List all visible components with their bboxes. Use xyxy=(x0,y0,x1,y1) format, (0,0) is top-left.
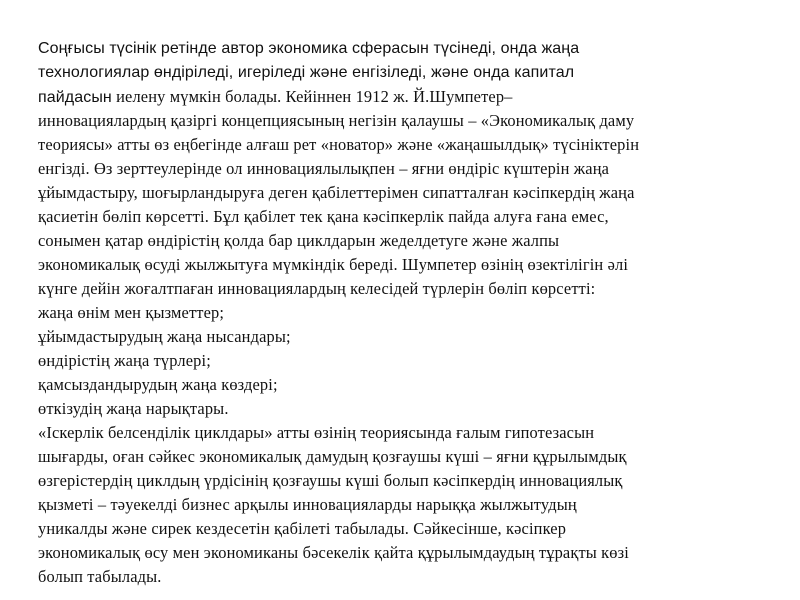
paragraph-line: «Іскерлік белсенділік циклдары» атты өзінің теориясында ғалым гипотезасын xyxy=(38,423,595,442)
paragraph-line: технологиялар өндіріледі, игеріледі және енгізіледі, және онда капитал xyxy=(38,64,575,81)
bullet-text: жаңа өнім мен қызметтер; xyxy=(38,303,225,322)
paragraph-line: қасиетін бөліп көрсетті. Бұл қабілет тек қана кәсіпкерлік пайда алуға ғана емес, xyxy=(38,207,609,226)
paragraph-fragment: иелену мүмкін болады. Кейіннен 1912 ж. Й.Шумпетер– xyxy=(111,87,513,106)
paragraph-line: теориясы» атты өз еңбегінде алғаш рет «новатор» және «жаңашылдық» түсініктерін xyxy=(38,135,640,154)
paragraph-line xyxy=(38,85,770,109)
bullet-item xyxy=(38,373,770,397)
paragraph-line: сонымен қатар өндірістің қолда бар циклдарын жеделдетуге және жалпы xyxy=(38,231,560,250)
paragraph-line: қызметі – тәуекелді бизнес арқылы инновацияларды нарыққа жылжытудың xyxy=(38,495,577,514)
paragraph-line: экономикалық өсу мен экономиканы бәсекелік қайта құрылымдаудың тұрақты көзі xyxy=(38,543,629,562)
paragraph-line: экономикалық өсуді жылжытуға мүмкіндік береді. Шумпетер өзінің өзектілігін әлі xyxy=(38,255,629,274)
bullet-text: өндірістің жаңа түрлері; xyxy=(38,351,211,370)
bullet-text: өткізудің жаңа нарықтары. xyxy=(38,399,229,418)
bullet-text: ұйымдастырудың жаңа нысандары; xyxy=(38,327,291,346)
bullet-item xyxy=(38,301,770,325)
document-body xyxy=(38,37,770,589)
paragraph-line: күнге дейін жоғалтпаған инновациялардың келесідей түрлерін бөліп көрсетті: xyxy=(38,279,596,298)
bullet-item xyxy=(38,397,770,421)
bullet-item xyxy=(38,325,770,349)
paragraph-line: ұйымдастыру, шоғырландыруға деген қабілеттерімен сипатталған кәсіпкердің жаңа xyxy=(38,183,635,202)
paragraph-line: уникалды және сирек кездесетін қабілеті табылады. Сәйкесінше, кәсіпкер xyxy=(38,519,567,538)
paragraph-line: шығарды, оған сәйкес экономикалық дамудың қозғаушы күші – яғни құрылымдық xyxy=(38,447,627,466)
paragraph-fragment: пайдасын xyxy=(38,89,112,106)
bullet-item xyxy=(38,349,770,373)
paragraph-line: инновациялардың қазіргі концепциясының негізін қалаушы – «Экономикалық даму xyxy=(38,111,635,130)
paragraph-line: болып табылады. xyxy=(38,567,162,586)
paragraph-line: енгізді. Өз зерттеулерінде ол инновациялылықпен – яғни өндіріс күштерін жаңа xyxy=(38,159,610,178)
bullet-text: қамсыздандырудың жаңа көздері; xyxy=(38,375,278,394)
paragraph-line: Соңғысы түсінік ретінде автор экономика сферасын түсінеді, онда жаңа xyxy=(38,40,580,57)
paragraph-line: өзгерістердің циклдың үрдісінің қозғаушы күші болып кәсіпкердің инновациялық xyxy=(38,471,623,490)
